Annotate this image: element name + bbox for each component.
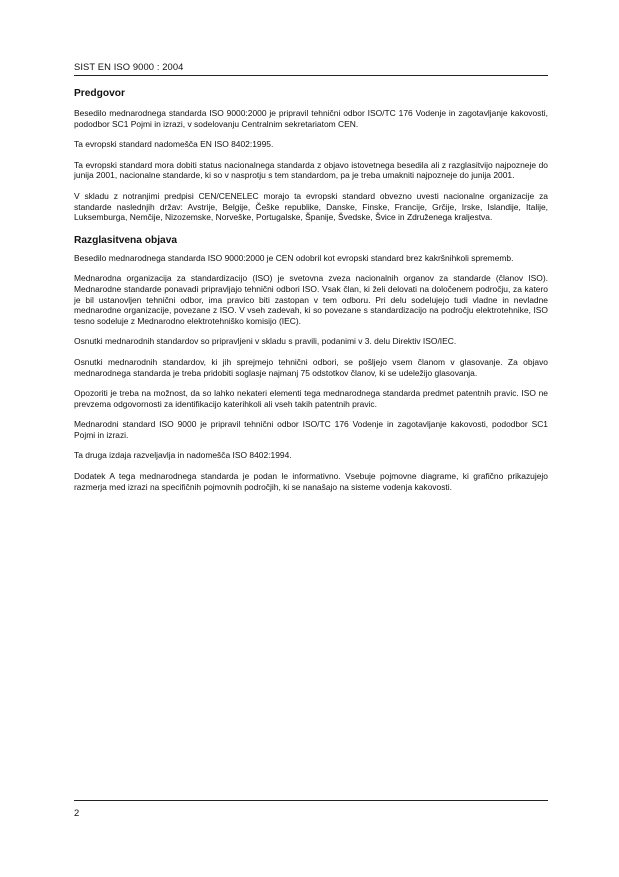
paragraph: Ta druga izdaja razveljavlja in nadomešča ISO 8402:1994. [74, 450, 292, 461]
paragraph: Opozoriti je treba na možnost, da so lahko nekateri elementi tega mednarodnega standarda predmet patentnih pravic. ISO ne prevzema odgovornosti za identifikacijo katerihkoli ali vseh takih patentnih pravic. [74, 388, 548, 409]
section-heading: Predgovor [74, 88, 125, 99]
section-heading: Razglasitvena objava [74, 234, 178, 246]
page-number: 2 [74, 807, 80, 818]
paragraph: Besedilo mednarodnega standarda ISO 9000:2000 je pripravil tehnični odbor ISO/TC 176 Vodenje in zagotavljanje kakovosti, pododbor SC1 Pojmi in izrazi, v sodelovanju Centralnim sekretariatom CEN. [74, 108, 548, 129]
section-predgovor [74, 88, 548, 223]
paragraph: Mednarodni standard ISO 9000 je pripravil tehnični odbor ISO/TC 176 Vodenje in zagotavljanje kakovosti, pododbor SC1 Pojmi in izrazi. [74, 419, 548, 440]
paragraph: V skladu z notranjimi predpisi CEN/CENELEC morajo ta evropski standard obvezno uvesti nacionalne organizacije za standarde naslednjih držav: Avstrije, Belgije, Češke republike, Danske, Finske, Francije, Grčije, Irske, Islandije, Italije, Luksemburga, Nemčije, Nizozemske, Norveške, Portugalske, Španije, Švedske, Švice in Združenega kraljestva. [74, 190, 548, 223]
paragraph: Mednarodna organizacija za standardizacijo (ISO) je svetovna zveza nacionalnih organov za standarde (članov ISO). Mednarodne standarde ponavadi pripravljajo tehnični odbori ISO. Vsak član, ki želi delovati na določenem področju, za katero je bil ustanovljen tehnični odbor, ima pravico biti zastopan v tem odboru. Pri delu sodelujejo tudi vladne in nevladne mednarodne organizacije, povezane z ISO. V vseh zadevah, ki so povezane s standardizacijo na področju elektrotehnike, ISO tesno sodeluje z Mednarodno elektrotehniško komisijo (IEC). [74, 273, 548, 326]
section-razglasitvena-objava [74, 235, 548, 493]
page-header [74, 61, 548, 76]
paragraph: Besedilo mednarodnega standarda ISO 9000:2000 je CEN odobril kot evropski standard brez kakršnihkoli sprememb. [74, 252, 514, 263]
page-content [74, 88, 548, 502]
page-footer [74, 800, 548, 818]
paragraph: Ta evropski standard nadomešča EN ISO 8402:1995. [74, 139, 274, 150]
paragraph: Dodatek A tega mednarodnega standarda je podan le informativno. Vsebuje pojmovne diagrame, ki grafično prikazujejo razmerja med izrazi na specifičnih pojmovnih področjih, ki se nanašajo na sisteme vodenja kakovosti. [74, 471, 548, 492]
paragraph: Ta evropski standard mora dobiti status nacionalnega standarda z objavo istovetnega besedila ali z razglasitvijo najpozneje do junija 2001, nacionalne standarde, ki so v nasprotju s tem standardom, pa je treba umakniti najpozneje do junija 2001. [74, 159, 548, 181]
paragraph: Osnutki mednarodnih standardov, ki jih sprejmejo tehnični odbori, se pošljejo vsem članom v glasovanje. Za objavo mednarodnega standarda je treba pridobiti soglasje najmanj 75 odstotkov članov, ki se udeležijo glasovanja. [74, 356, 548, 378]
paragraph: Osnutki mednarodnih standardov so pripravljeni v skladu s pravili, podanimi v 3. delu Direktiv ISO/IEC. [74, 336, 457, 347]
standard-id: SIST EN ISO 9000 : 2004 [74, 61, 184, 72]
